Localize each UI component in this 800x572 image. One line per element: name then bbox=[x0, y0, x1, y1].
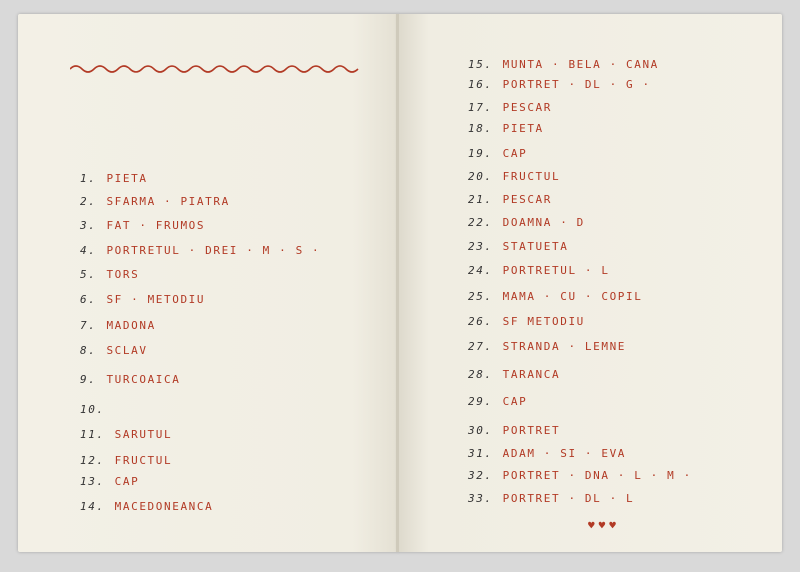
list-item: 20. FRUCTUL bbox=[468, 170, 561, 183]
list-item: 2. SFARMA · PIATRA bbox=[80, 195, 230, 208]
list-item: 11. SARUTUL bbox=[80, 428, 173, 441]
list-item: 9. TURCOAICA bbox=[80, 373, 181, 386]
list-item: 1. PIETA bbox=[80, 172, 148, 185]
list-item: 22. DOAMNA · D bbox=[468, 216, 585, 229]
list-item: 3. FAT · FRUMOS bbox=[80, 219, 206, 232]
list-item: 25. MAMA · CU · COPIL bbox=[468, 290, 643, 303]
list-item: 21. PESCAR bbox=[468, 193, 553, 206]
heart-icon: ♥ bbox=[588, 519, 599, 532]
list-item: 24. PORTRETUL · L bbox=[468, 264, 610, 277]
list-item: 28. TARANCA bbox=[468, 368, 561, 381]
list-item: 32. PORTRET · DNA · L · M · bbox=[468, 469, 692, 482]
heart-ornament bbox=[588, 519, 620, 532]
list-item: 12. FRUCTUL bbox=[80, 454, 173, 467]
wavy-line-ornament bbox=[70, 62, 362, 76]
list-item: 23. STATUETA bbox=[468, 240, 569, 253]
list-item: 10. bbox=[80, 403, 105, 416]
page-fold bbox=[396, 14, 399, 552]
list-item: 26. SF METODIU bbox=[468, 315, 585, 328]
list-item: 6. SF · METODIU bbox=[80, 293, 206, 306]
list-item: 17. PESCAR bbox=[468, 101, 553, 114]
list-item: 13. CAP bbox=[80, 475, 140, 488]
list-item: 30. PORTRET bbox=[468, 424, 561, 437]
list-item: 7. MADONA bbox=[80, 319, 156, 332]
list-item: 16. PORTRET · DL · G · bbox=[468, 78, 651, 91]
left-page bbox=[18, 14, 398, 552]
heart-icon: ♥ bbox=[609, 519, 620, 532]
list-item: 4. PORTRETUL · DREI · M · S · bbox=[80, 244, 321, 257]
list-item: 33. PORTRET · DL · L bbox=[468, 492, 635, 505]
list-item: 29. CAP bbox=[468, 395, 528, 408]
list-item: 8. SCLAV bbox=[80, 344, 148, 357]
list-item: 18. PIETA bbox=[468, 122, 544, 135]
list-item: 19. CAP bbox=[468, 147, 528, 160]
list-item: 15. MUNTA · BELA · CANA bbox=[468, 58, 659, 71]
list-item: 14. MACEDONEANCA bbox=[80, 500, 214, 513]
heart-icon: ♥ bbox=[598, 519, 610, 532]
list-item: 31. ADAM · SI · EVA bbox=[468, 447, 627, 460]
list-item: 27. STRANDA · LEMNE bbox=[468, 340, 627, 353]
list-item: 5. TORS bbox=[80, 268, 140, 281]
